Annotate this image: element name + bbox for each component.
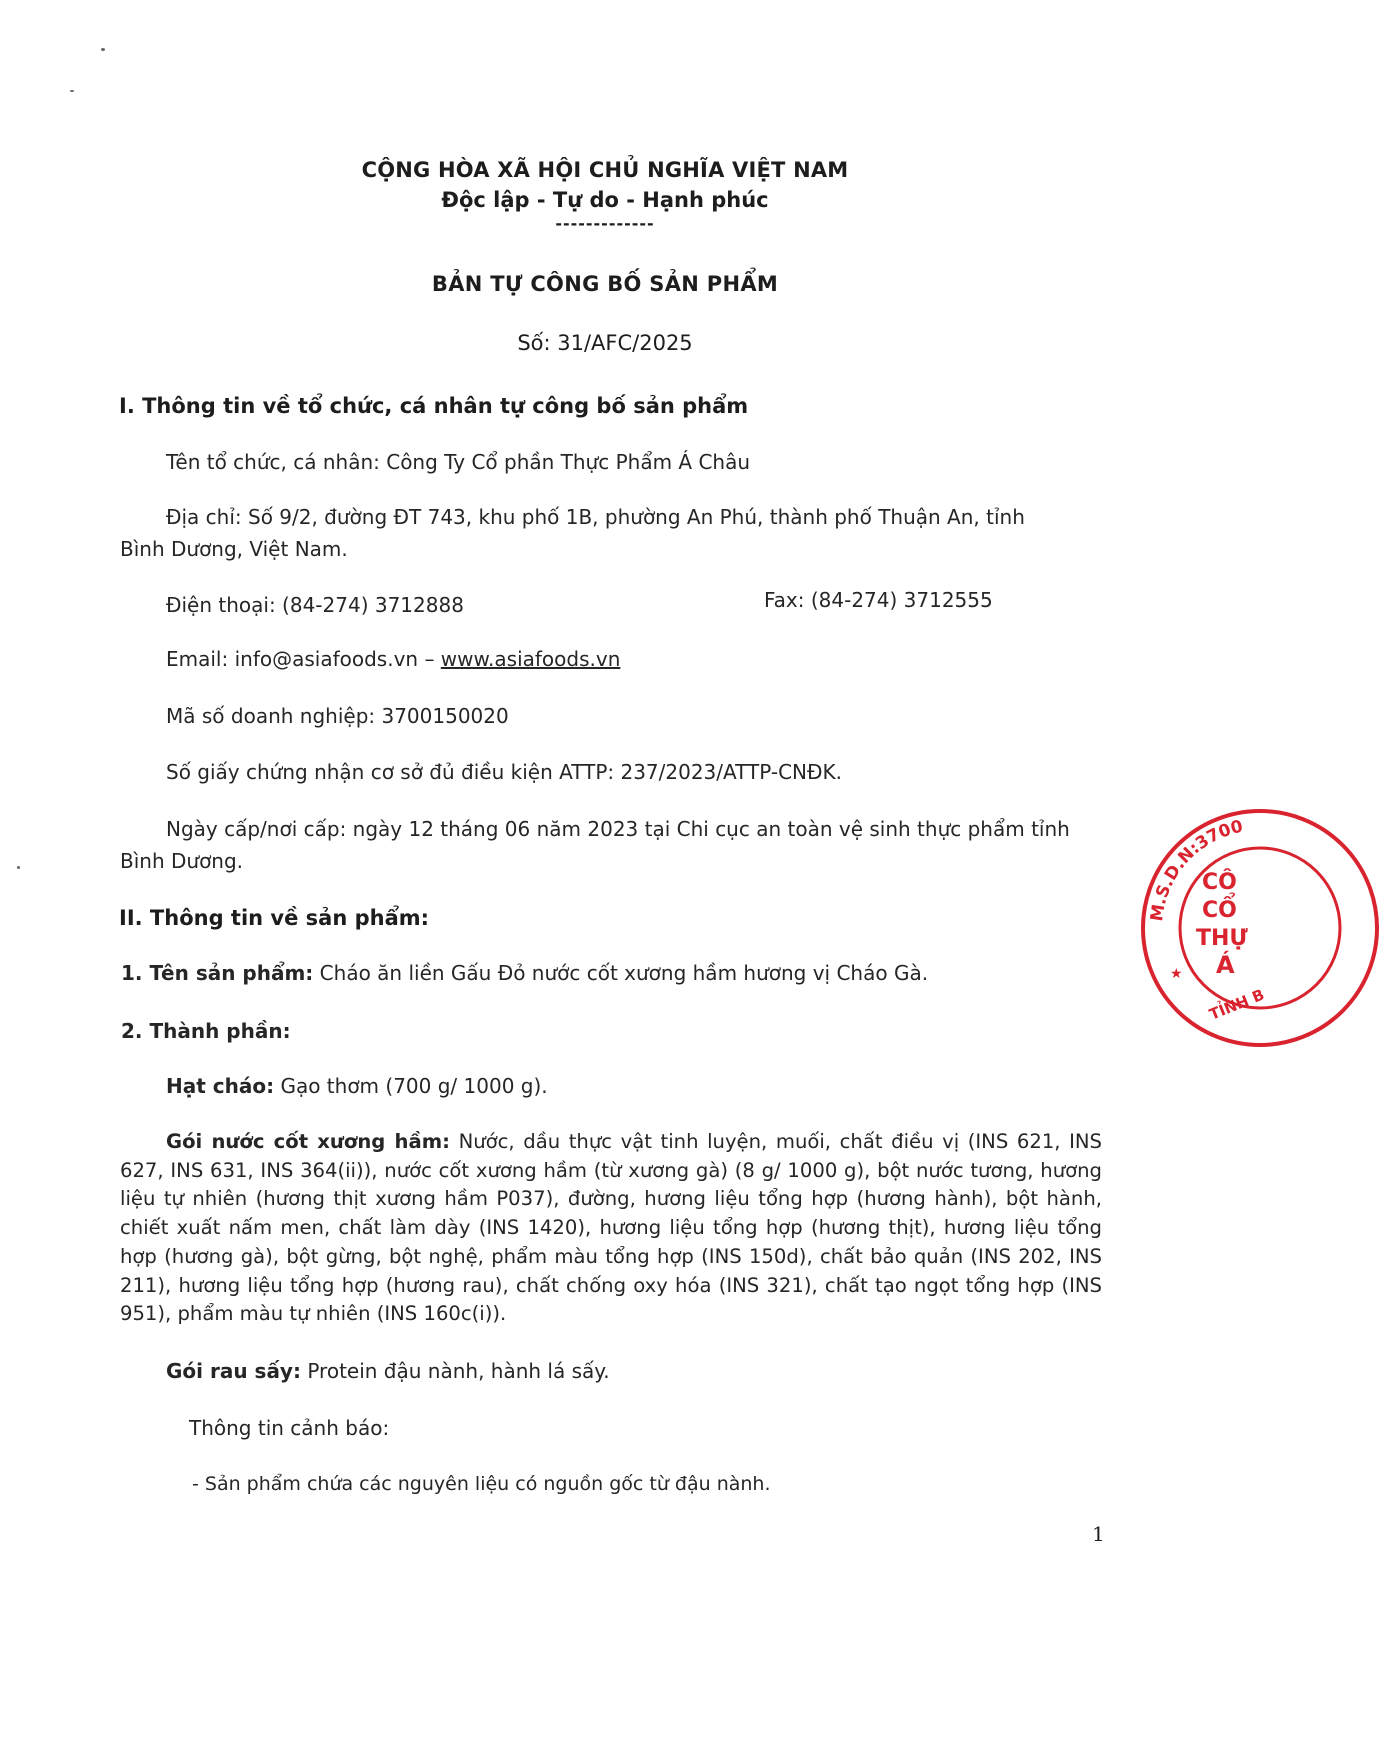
product-name: Cháo ăn liền Gấu Đỏ nước cốt xương hầm hương vị Cháo Gà.: [319, 961, 929, 985]
email: Email: info@asiafoods.vn –: [166, 647, 441, 671]
ingredients-label: 2. Thành phần:: [121, 1019, 291, 1043]
motto: Độc lập - Tự do - Hạnh phúc: [441, 188, 769, 212]
grain-line: [166, 1074, 548, 1098]
email-line: [166, 647, 620, 671]
address-line-2: Bình Dương, Việt Nam.: [120, 537, 348, 561]
veg-label: Gói rau sấy:: [166, 1359, 301, 1383]
scan-speck: [17, 866, 20, 869]
seal-star-icon: ★: [1170, 966, 1183, 982]
grain-label: Hạt cháo:: [166, 1074, 275, 1098]
scan-speck: [101, 48, 105, 51]
document-number: Số: 31/AFC/2025: [517, 331, 693, 355]
broth-label: Gói nước cốt xương hầm:: [166, 1130, 450, 1153]
grain-value: Gạo thơm (700 g/ 1000 g).: [280, 1074, 548, 1098]
phone: Điện thoại: (84-274) 3712888: [166, 593, 464, 617]
veg-value: Protein đậu nành, hành lá sấy.: [307, 1359, 610, 1383]
warning-item: - Sản phẩm chứa các nguyên liệu có nguồn gốc từ đậu nành.: [192, 1473, 771, 1495]
scan-speck: [70, 90, 74, 92]
broth-paragraph: [120, 1128, 1102, 1329]
product-name-line: [121, 961, 928, 985]
fax: Fax: (84-274) 3712555: [764, 588, 993, 612]
seal-line-3: THỰ: [1196, 926, 1248, 951]
header-separator: -------------: [555, 214, 655, 233]
certificate-number: Số giấy chứng nhận cơ sở đủ điều kiện ATTP: 237/2023/ATTP-CNĐK.: [166, 760, 842, 784]
company-seal-stamp: [1140, 808, 1380, 1048]
website-link[interactable]: www.asiafoods.vn: [440, 647, 621, 671]
seal-bottom-text: TỈNH B: [1206, 985, 1267, 1024]
section-1-heading: I. Thông tin về tổ chức, cá nhân tự công bố sản phẩm: [119, 394, 749, 418]
nation-heading: CỘNG HÒA XÃ HỘI CHỦ NGHĨA VIỆT NAM: [361, 158, 849, 182]
org-name: Tên tổ chức, cá nhân: Công Ty Cổ phần Thực Phẩm Á Châu: [166, 450, 751, 474]
product-label: 1. Tên sản phẩm:: [121, 961, 314, 985]
warning-heading: Thông tin cảnh báo:: [189, 1416, 390, 1440]
section-2-heading: II. Thông tin về sản phẩm:: [119, 906, 430, 930]
seal-line-2: CỔ: [1202, 898, 1237, 923]
page-number: 1: [1092, 1522, 1105, 1546]
seal-line-1: CÔ: [1202, 870, 1237, 895]
seal-line-4: Á: [1216, 951, 1235, 979]
business-code: Mã số doanh nghiệp: 3700150020: [166, 704, 509, 728]
seal-ring-text: M.S.D.N:3700: [1146, 816, 1245, 923]
issued-line-1: Ngày cấp/nơi cấp: ngày 12 tháng 06 năm 2023 tại Chi cục an toàn vệ sinh thực phẩm tỉnh: [166, 817, 1070, 841]
issued-line-2: Bình Dương.: [120, 849, 244, 873]
address-line-1: Địa chỉ: Số 9/2, đường ĐT 743, khu phố 1B, phường An Phú, thành phố Thuận An, tỉnh: [166, 505, 1025, 529]
document-title: BẢN TỰ CÔNG BỐ SẢN PHẨM: [431, 272, 779, 296]
broth-value: Nước, dầu thực vật tinh luyện, muối, chất điều vị (INS 621, INS 627, INS 631, INS 364(ii)), nước cốt xương hầm (từ xương gà) (8 g/ 1000 g), bột nước tương, hương liệu tự nhiên (hương thịt xương hầm P037), đường, hương liệu tổng hợp (hương hành), bột hành, chiết xuất nấm men, chất làm dày (INS 1420), hương liệu tổng hợp (hương thịt), hương liệu tổng hợp (hương gà), bột gừng, bột nghệ, phẩm màu tổng hợp (INS 150d), chất bảo quản (INS 202, INS 211), hương liệu tổng hợp (hương rau), chất chống oxy hóa (INS 321), chất tạo ngọt tổng hợp (INS 951), phẩm màu tự nhiên (INS 160c(i)).: [120, 1130, 1102, 1326]
veg-line: [166, 1359, 610, 1383]
